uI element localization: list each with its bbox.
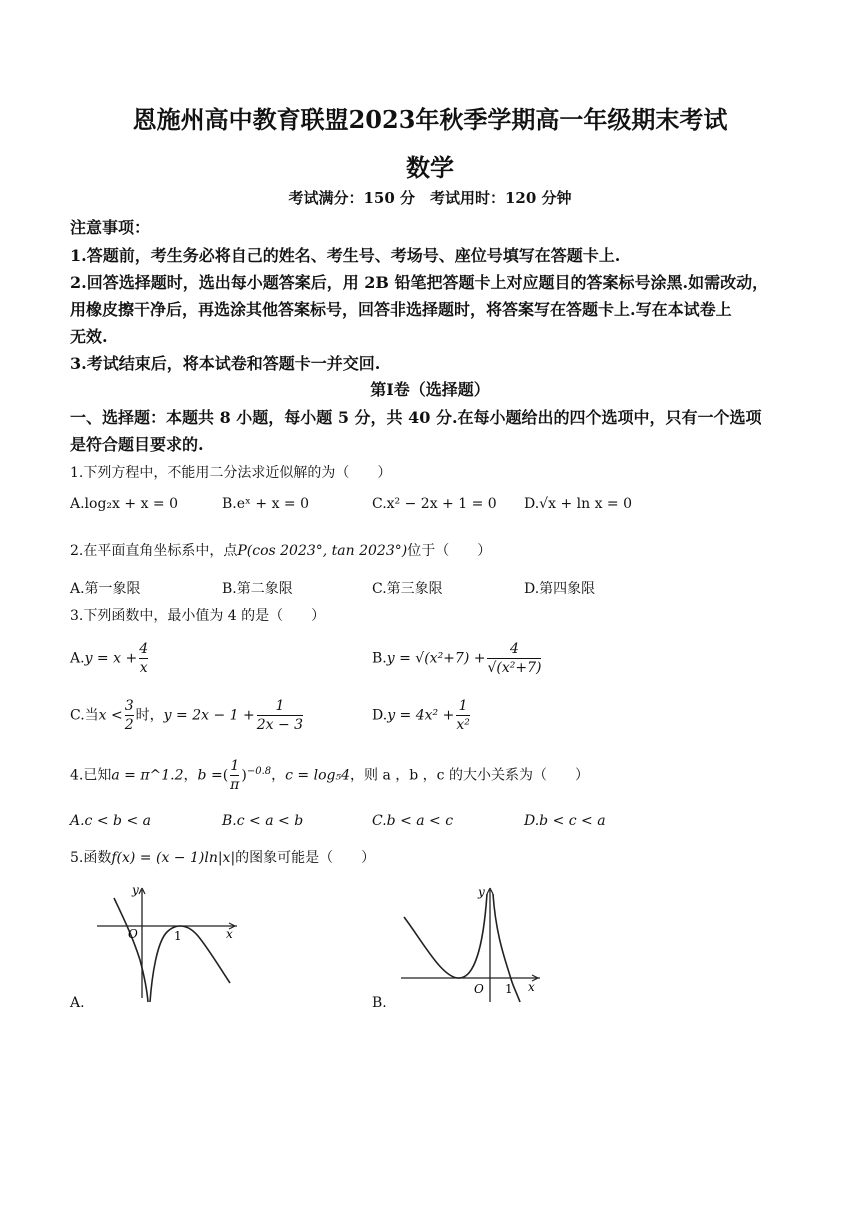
section-instruction: 一、选择题：本题共 8 小题，每小题 5 分，共 40 分.在每小题给出的四个选项中，只有一个选项	[70, 408, 762, 427]
graph-a-one-label: 1	[174, 929, 182, 943]
q2-stem-post: 位于（ ）	[407, 543, 492, 559]
q1-option-b: B.eˣ + x = 0	[222, 496, 310, 512]
q4-b-den: π	[230, 777, 240, 793]
q3-a-fraction	[139, 640, 148, 677]
section-instruction-cont: 是符合题目要求的.	[70, 435, 204, 454]
q3-c-fraction2	[257, 697, 303, 734]
q4-b-exp: −0.8	[246, 765, 272, 777]
q3-c-num2: 1	[275, 698, 285, 714]
q1-option-d: D.√x + ln x = 0	[524, 496, 633, 512]
q3-c-cond: x <	[98, 707, 123, 724]
graph-b-x-label: x	[528, 980, 535, 994]
q4-a: a = π^1.2	[111, 767, 184, 784]
q4-option-c: C.b < a < c	[372, 813, 454, 829]
graph-b-one-label: 1	[505, 982, 513, 996]
subject-title: 数学	[406, 153, 454, 182]
q3-b-label: B.	[372, 650, 387, 667]
note-2-end: 无效.	[70, 327, 108, 346]
q3-a-label: A.	[70, 650, 85, 667]
note-3: 3.考试结束后，将本试卷和答题卡一并交回.	[70, 354, 381, 373]
note-2-cont: 用橡皮擦干净后，再选涂其他答案标号，回答非选择题时，将答案写在答题卡上.写在本试卷上	[70, 300, 732, 319]
q3-c-mid: 时，	[135, 707, 164, 724]
q4-b-num: 1	[230, 758, 240, 774]
graph-a-right-branch	[150, 926, 230, 1002]
q5-option-b-label: B.	[372, 995, 387, 1011]
q3-c-num1: 3	[124, 698, 134, 714]
q3-d-label: D.	[372, 707, 388, 724]
q2-stem	[70, 540, 491, 560]
q5-graph-b	[398, 882, 548, 1007]
q4-stem: 4.已知a = π^1.2，b =( $\frac{1}{\pi}$ )$^{-0.8}$，c = log₅4，则 a ，b ，c 的大小关系为（ ）	[70, 758, 589, 793]
q4-stem-pre: 4.已知	[70, 767, 112, 784]
q4-option-d: D.b < c < a	[524, 813, 606, 829]
q3-d-expr: y = 4x² +	[387, 707, 455, 724]
q3-option-d	[372, 697, 472, 734]
q3-d-den: x²	[456, 717, 470, 733]
q3-d-fraction	[456, 697, 470, 734]
q2-stem-pre: 2.在平面直角坐标系中，点	[70, 543, 238, 559]
q5-stem-post: 的图象可能是（ ）	[235, 850, 376, 866]
q2-point: P(cos 2023°, tan 2023°)	[237, 543, 408, 559]
q2-option-d: D.第四象限	[524, 581, 596, 597]
q3-stem: 3.下列函数中，最小值为 4 的是（ ）	[70, 608, 326, 624]
q3-a-den: x	[139, 660, 148, 676]
q3-c-fraction1	[125, 697, 134, 734]
q3-a-num: 4	[139, 641, 149, 657]
q5-option-a-label: A.	[70, 995, 85, 1011]
q1-option-c: C.x² − 2x + 1 = 0	[372, 496, 497, 512]
q3-c-expr: y = 2x − 1 +	[163, 707, 255, 724]
q3-option-a	[70, 640, 150, 677]
exam-meta: 考试满分：150 分 考试用时：120 分钟	[288, 189, 572, 207]
notes-heading: 注意事项：	[70, 218, 151, 237]
q3-b-num: 4	[510, 641, 519, 657]
q2-option-b: B.第二象限	[222, 581, 293, 597]
note-1: 1.答题前，考生务必将自己的姓名、考生号、考场号、座位号填写在答题卡上.	[70, 246, 621, 265]
q4-b-pre: b =	[197, 767, 223, 784]
volume-heading: 第Ⅰ卷（选择题）	[370, 380, 490, 399]
q4-option-b: B.c < a < b	[222, 813, 304, 829]
q3-b-expr: y = √(x²+7) +	[386, 650, 486, 667]
q5-stem	[70, 847, 375, 867]
exam-title: 恩施州高中教育联盟2023年秋季学期高一年级期末考试	[132, 105, 728, 134]
q4-b-fraction	[230, 757, 239, 794]
q3-b-fraction	[487, 640, 541, 677]
graph-a-left-branch	[114, 898, 148, 1002]
q2-option-c: C.第三象限	[372, 581, 443, 597]
q5-graph-a	[92, 880, 242, 1005]
q1-stem: 1.下列方程中，不能用二分法求近似解的为（ ）	[70, 465, 392, 481]
q5-stem-pre: 5.函数	[70, 850, 112, 866]
q3-b-den: √(x²+7)	[487, 660, 542, 676]
graph-a-y-label: y	[132, 883, 139, 897]
q3-c-den1: 2	[124, 717, 134, 733]
q3-option-c	[70, 697, 305, 734]
q3-a-expr: y = x +	[84, 650, 138, 667]
q3-c-label: C.当	[70, 707, 99, 724]
q4-option-a: A.c < b < a	[70, 813, 151, 829]
graph-b-left-branch	[404, 894, 487, 978]
graph-b-origin-label: O	[474, 982, 484, 996]
graph-a-x-label: x	[226, 927, 233, 941]
q3-option-b	[372, 640, 543, 677]
q3-c-den2: 2x − 3	[256, 717, 304, 733]
q3-d-num: 1	[458, 698, 468, 714]
q2-option-a: A.第一象限	[70, 581, 141, 597]
note-2: 2.回答选择题时，选出每小题答案后，用 2B 铅笔把答题卡上对应题目的答案标号涂黑.如需改动，	[70, 273, 769, 292]
graph-b-y-label: y	[478, 885, 485, 899]
graph-a-origin-label: O	[128, 927, 138, 941]
q4-c: c = log₅4	[285, 767, 350, 784]
q4-stem-post: ，则 a ，b ，c 的大小关系为（ ）	[350, 767, 589, 784]
q5-function: f(x) = (x − 1)ln|x|	[111, 850, 236, 866]
q1-option-a: A.log₂x + x = 0	[70, 496, 179, 512]
